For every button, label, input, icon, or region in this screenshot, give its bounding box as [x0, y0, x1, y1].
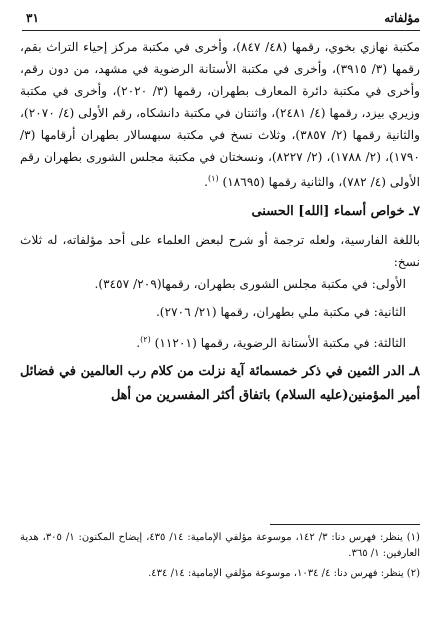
list-item-copy-3-text: الثالثة: في مكتبة الأستانة الرضوية، رقمها (١١٢٠١): [154, 336, 406, 351]
footnote-ref-2: (٢): [140, 335, 151, 345]
main-text: [20, 36, 420, 408]
list-item-copy-3: الثالثة: في مكتبة الأستانة الرضوية، رقمها (١١٢٠١) $^{(٢)}$.: [136, 335, 406, 351]
footnote-divider: [270, 524, 420, 525]
list-item-copy-1: الأولى: في مكتبة مجلس الشورى بطهران، رقمها(٢٠٩/ ٣٤٥٧).: [94, 277, 406, 292]
page-header: [26, 8, 420, 28]
footnote-ref-1: (١): [208, 174, 219, 183]
page-number: ٣١: [26, 11, 39, 25]
copies-list: [20, 273, 420, 354]
running-title: مؤلفاته: [384, 11, 420, 25]
paragraph-manuscripts: مكتبة نهازي بخوي، رقمها (٤٨/ ٨٤٧)، وأخرى في مكتبة مركز إحياء التراث بقم، رقمها (٣/ ٣٩١٥)، وأخرى في مكتبة الأستانة الرضوية في مشهد، من دون رقم، وأخرى في مكتبة دائرة المعارف بطهران، رقمها (٣/ ٢٠٢٠)، وأخرى في مكتبة وزيري بيزد، رقمها (٤/ ٢٤٨١)، واثنتان في مكتبة دانشكاه، رقم الأولى (٤/ ٢٠٧٠)، والثانية رقمها (٢/ ٣٨٥٧)، وثلاث نسخ في مكتبة سبهسالار بطهران أرقامها (٣/ ١٧٩٠)، (٢/ ١٧٨٨)، (٢/ ٨٢٢٧)، ونسختان في مكتبة مجلس الشورى بطهران رقم الأولى (٤/ ٧٨٢)، والثانية رقمها (١٨٦٩٥) $^{(١)}$.: [20, 40, 421, 190]
footnote-2: (٢) ينظر: فهرس دنا: ٤/ ١٠٣٤، موسوعة مؤلفي الإمامية: ١٤/ ٤٣٤.: [148, 568, 420, 579]
section-heading-7: ٧ـ خواص أسماء [الله] الحسنى: [251, 204, 420, 220]
list-item-copy-2: الثانية: في مكتبة ملي بطهران، رقمها (٢١/ ٢٧٠٦).: [155, 305, 406, 320]
header-divider: [22, 30, 420, 31]
paragraph-description: باللغة الفارسية، ولعله ترجمة أو شرح لبعض العلماء على أحد مؤلفاته، له ثلاث نسخ:: [20, 233, 420, 270]
section-heading-8: ٨ـ الدر الثمين في ذكر خمسمائة آية نزلت من كلام رب العالمين في فضائل أمير المؤمنين(عليه السلام) باتفاق أكثر المفسرين من أهل: [20, 364, 420, 404]
footnote-1: (١) ينظر: فهرس دنا: ٣/ ١٤٢، موسوعة مؤلفي الإمامية: ١٤/ ٤٣٥، إيضاح المكنون: ١/ ٣٠٥، هدية العارفين: ١/ ٣٦٥.: [20, 532, 420, 559]
footnotes: [20, 530, 420, 586]
paragraph-manuscripts-text: مكتبة نهازي بخوي، رقمها (٤٨/ ٨٤٧)، وأخرى في مكتبة مركز إحياء التراث بقم، رقمها (٣/ ٣٩١٥)، وأخرى في مكتبة الأستانة الرضوية في مشهد، من دون رقم، وأخرى في مكتبة دائرة المعارف بطهران، رقمها (٣/ ٢٠٢٠)، وأخرى في مكتبة وزيري بيزد، رقمها (٤/ ٢٤٨١)، واثنتان في مكتبة دانشكاه، رقم الأولى (٤/ ٢٠٧٠)، والثانية رقمها (٢/ ٣٨٥٧)، وثلاث نسخ في مكتبة سبهسالار بطهران أرقامها (٣/ ١٧٩٠)، (٢/ ١٧٨٨)، (٢/ ٨٢٢٧)، ونسختان في مكتبة مجلس الشورى بطهران رقم الأولى (٤/ ٧٨٢)، والثانية رقمها (١٨٦٩٥): [20, 40, 421, 190]
